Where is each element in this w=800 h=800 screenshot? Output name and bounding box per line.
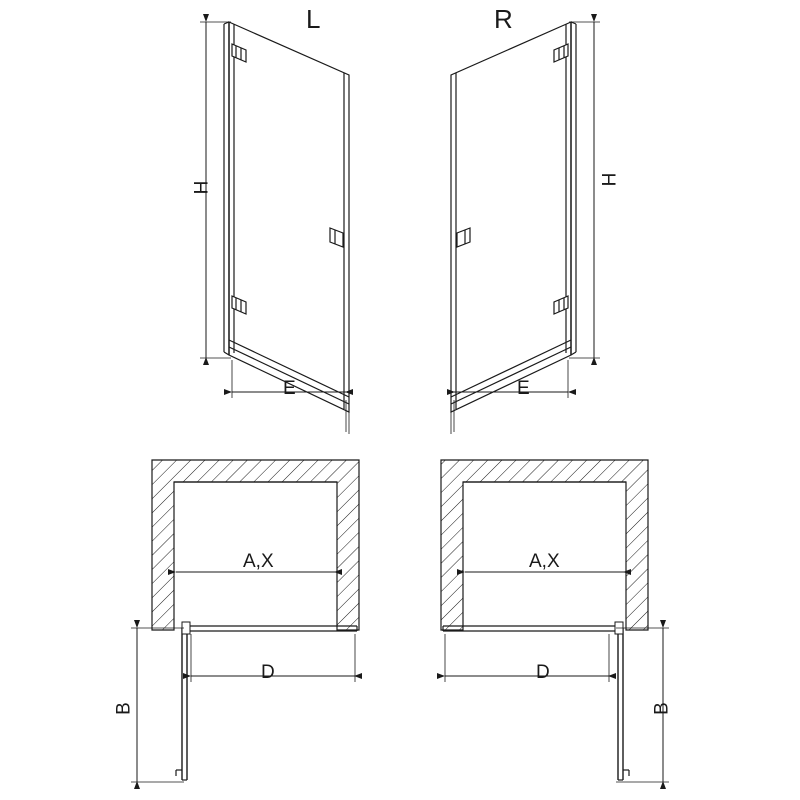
elevation-left-view [200, 22, 349, 434]
plan-right-view [441, 460, 669, 782]
label-opening-left: A,X [243, 551, 274, 572]
label-door-left: D [261, 662, 275, 683]
label-depth-right: B [651, 702, 673, 715]
label-depth-left: B [113, 702, 135, 715]
elevation-right-view [451, 22, 600, 434]
label-variant-right: R [494, 4, 513, 34]
label-variant-left: L [306, 4, 321, 34]
label-height-right: H [599, 172, 621, 187]
label-width-left: E [283, 378, 296, 399]
plan-left-view [131, 460, 359, 782]
label-door-right: D [536, 662, 550, 683]
label-height-left: H [191, 180, 213, 195]
label-opening-right: A,X [529, 551, 560, 572]
label-width-right: E [517, 378, 530, 399]
